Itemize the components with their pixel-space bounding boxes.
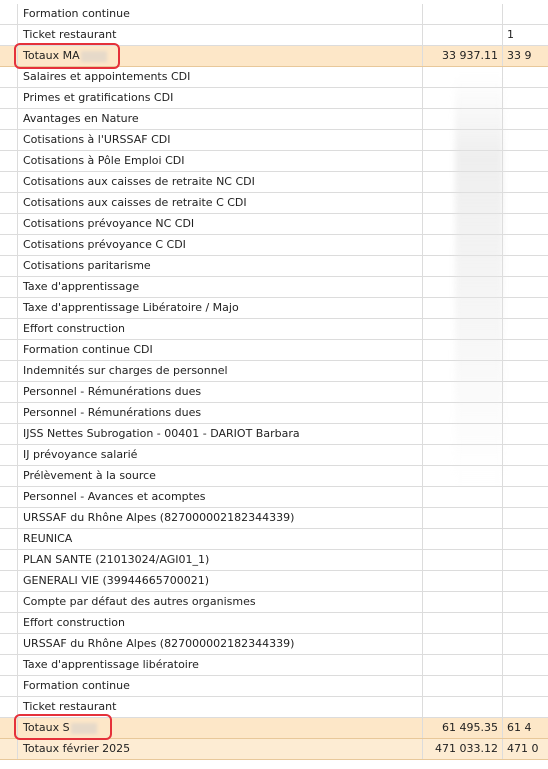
row-value-2: 1 bbox=[507, 28, 514, 41]
row-label-text: Taxe d'apprentissage libératoire bbox=[23, 658, 199, 671]
row-label bbox=[18, 235, 423, 255]
redacted-text bbox=[81, 51, 107, 62]
row-gutter bbox=[0, 676, 18, 696]
row-label-text: Totaux MA bbox=[23, 49, 80, 62]
row-value-2 bbox=[503, 256, 548, 276]
row-value-2 bbox=[503, 130, 548, 150]
row-label-text: Formation continue bbox=[23, 7, 130, 20]
row-label-text: Cotisations prévoyance C CDI bbox=[23, 238, 186, 251]
row-gutter bbox=[0, 277, 18, 297]
table-row[interactable] bbox=[0, 256, 548, 277]
row-value-1 bbox=[423, 67, 503, 87]
row-label-text: Formation continue CDI bbox=[23, 343, 153, 356]
row-value-1 bbox=[423, 634, 503, 654]
row-value-2 bbox=[503, 529, 548, 549]
row-label-text: Formation continue bbox=[23, 679, 130, 692]
table-row[interactable] bbox=[0, 25, 548, 46]
row-value-1 bbox=[423, 424, 503, 444]
row-value-1 bbox=[423, 151, 503, 171]
row-label-text: Taxe d'apprentissage Libératoire / Majo bbox=[23, 301, 239, 314]
row-label-text: Ticket restaurant bbox=[23, 700, 117, 713]
row-label bbox=[18, 718, 423, 738]
row-label bbox=[18, 151, 423, 171]
row-label-text: Prélèvement à la source bbox=[23, 469, 156, 482]
row-label bbox=[18, 508, 423, 528]
row-gutter bbox=[0, 172, 18, 192]
row-label bbox=[18, 88, 423, 108]
row-label bbox=[18, 4, 423, 24]
row-gutter bbox=[0, 529, 18, 549]
table-row[interactable] bbox=[0, 550, 548, 571]
table-row[interactable] bbox=[0, 676, 548, 697]
row-gutter bbox=[0, 214, 18, 234]
row-label bbox=[18, 634, 423, 654]
row-value-2 bbox=[503, 193, 548, 213]
row-value-2 bbox=[503, 109, 548, 129]
row-label-text: Ticket restaurant bbox=[23, 28, 117, 41]
table-row[interactable] bbox=[0, 424, 548, 445]
row-label bbox=[18, 25, 423, 45]
row-value-2 bbox=[503, 298, 548, 318]
table-row[interactable] bbox=[0, 613, 548, 634]
row-value-2 bbox=[503, 424, 548, 444]
row-gutter bbox=[0, 67, 18, 87]
row-label-text: Indemnités sur charges de personnel bbox=[23, 364, 228, 377]
row-label-text: Salaires et appointements CDI bbox=[23, 70, 191, 83]
table-row[interactable] bbox=[0, 634, 548, 655]
row-value-2 bbox=[503, 277, 548, 297]
row-value-1 bbox=[423, 256, 503, 276]
row-label bbox=[18, 298, 423, 318]
table-row[interactable] bbox=[0, 466, 548, 487]
row-value-1 bbox=[423, 277, 503, 297]
row-value-1 bbox=[423, 235, 503, 255]
row-value-1 bbox=[423, 550, 503, 570]
row-value-2 bbox=[503, 550, 548, 570]
row-label-text: Cotisations paritarisme bbox=[23, 259, 151, 272]
row-value-2 bbox=[503, 634, 548, 654]
row-value-2 bbox=[503, 445, 548, 465]
table-row[interactable] bbox=[0, 571, 548, 592]
row-gutter bbox=[0, 466, 18, 486]
table-row[interactable] bbox=[0, 4, 548, 25]
row-label-text: Effort construction bbox=[23, 322, 125, 335]
row-value-1 bbox=[423, 109, 503, 129]
table-row[interactable] bbox=[0, 88, 548, 109]
row-label bbox=[18, 466, 423, 486]
row-gutter bbox=[0, 151, 18, 171]
row-value-1 bbox=[423, 382, 503, 402]
row-value-2: 61 4 bbox=[507, 721, 532, 734]
redacted-text bbox=[71, 723, 97, 734]
table-row[interactable] bbox=[0, 193, 548, 214]
table-row[interactable] bbox=[0, 172, 548, 193]
row-value-1 bbox=[423, 697, 503, 717]
row-gutter bbox=[0, 634, 18, 654]
row-label bbox=[18, 613, 423, 633]
row-value-1 bbox=[423, 340, 503, 360]
row-label bbox=[18, 487, 423, 507]
row-label-text: IJ prévoyance salarié bbox=[23, 448, 138, 461]
row-value-1 bbox=[423, 130, 503, 150]
row-gutter bbox=[0, 130, 18, 150]
row-value-1 bbox=[423, 403, 503, 423]
row-label bbox=[18, 46, 423, 66]
row-value-2 bbox=[503, 88, 548, 108]
row-gutter bbox=[0, 46, 18, 66]
row-value-2 bbox=[503, 508, 548, 528]
row-label-text: Totaux S bbox=[23, 721, 70, 734]
row-gutter bbox=[0, 571, 18, 591]
row-label bbox=[18, 277, 423, 297]
row-gutter bbox=[0, 4, 18, 24]
row-value-1 bbox=[423, 592, 503, 612]
row-value-2 bbox=[503, 466, 548, 486]
row-gutter bbox=[0, 739, 18, 759]
table-row[interactable] bbox=[0, 445, 548, 466]
total-row[interactable] bbox=[0, 739, 548, 760]
row-value-1 bbox=[423, 319, 503, 339]
row-value-1 bbox=[423, 172, 503, 192]
row-value-2 bbox=[503, 151, 548, 171]
row-value-2 bbox=[503, 655, 548, 675]
row-value-1 bbox=[423, 487, 503, 507]
table-row[interactable] bbox=[0, 382, 548, 403]
table-row[interactable] bbox=[0, 214, 548, 235]
table-row[interactable] bbox=[0, 697, 548, 718]
row-value-2 bbox=[503, 676, 548, 696]
row-gutter bbox=[0, 697, 18, 717]
row-value-2 bbox=[503, 235, 548, 255]
row-value-1 bbox=[423, 445, 503, 465]
table-row[interactable] bbox=[0, 592, 548, 613]
row-gutter bbox=[0, 403, 18, 423]
row-value-2 bbox=[503, 592, 548, 612]
row-value-2 bbox=[503, 382, 548, 402]
row-label bbox=[18, 592, 423, 612]
row-value-1: 33 937.11 bbox=[423, 46, 503, 66]
row-value-2 bbox=[503, 697, 548, 717]
row-label-text: Primes et gratifications CDI bbox=[23, 91, 174, 104]
row-gutter bbox=[0, 235, 18, 255]
table-row[interactable] bbox=[0, 508, 548, 529]
row-label bbox=[18, 214, 423, 234]
row-label bbox=[18, 739, 423, 759]
row-label bbox=[18, 424, 423, 444]
row-value-2 bbox=[503, 172, 548, 192]
row-label-text: Cotisations prévoyance NC CDI bbox=[23, 217, 195, 230]
row-label bbox=[18, 109, 423, 129]
row-value-1 bbox=[423, 466, 503, 486]
row-value-1 bbox=[423, 88, 503, 108]
row-label-text: IJSS Nettes Subrogation - 00401 - DARIOT Barbara bbox=[23, 427, 300, 440]
row-value-1 bbox=[423, 508, 503, 528]
row-label bbox=[18, 676, 423, 696]
row-label-text: GENERALI VIE (39944665700021) bbox=[23, 574, 210, 587]
row-value-2 bbox=[503, 319, 548, 339]
row-label bbox=[18, 529, 423, 549]
row-value-2 bbox=[503, 571, 548, 591]
row-gutter bbox=[0, 319, 18, 339]
row-label bbox=[18, 697, 423, 717]
row-label-text: Compte par défaut des autres organismes bbox=[23, 595, 256, 608]
row-gutter bbox=[0, 550, 18, 570]
table-row[interactable] bbox=[0, 151, 548, 172]
row-label-text: URSSAF du Rhône Alpes (827000002182344339) bbox=[23, 511, 295, 524]
row-gutter bbox=[0, 655, 18, 675]
row-label bbox=[18, 445, 423, 465]
table-row[interactable] bbox=[0, 655, 548, 676]
row-value-1 bbox=[423, 25, 503, 45]
row-label-text: Avantages en Nature bbox=[23, 112, 139, 125]
row-gutter bbox=[0, 88, 18, 108]
table-row[interactable] bbox=[0, 319, 548, 340]
table-row[interactable] bbox=[0, 277, 548, 298]
row-value-1: 61 495.35 bbox=[423, 718, 503, 738]
row-value-2 bbox=[503, 403, 548, 423]
row-value-1 bbox=[423, 655, 503, 675]
table-row[interactable] bbox=[0, 235, 548, 256]
row-value-2: 33 9 bbox=[507, 49, 532, 62]
row-label-text: PLAN SANTE (21013024/AGI01_1) bbox=[23, 553, 210, 566]
row-label bbox=[18, 319, 423, 339]
row-value-1 bbox=[423, 193, 503, 213]
row-value-1 bbox=[423, 613, 503, 633]
row-label-text: Personnel - Rémunérations dues bbox=[23, 406, 202, 419]
table-row[interactable] bbox=[0, 403, 548, 424]
row-gutter bbox=[0, 487, 18, 507]
row-gutter bbox=[0, 424, 18, 444]
row-label bbox=[18, 655, 423, 675]
row-value-1 bbox=[423, 529, 503, 549]
total-row[interactable] bbox=[0, 718, 548, 739]
row-value-2 bbox=[503, 214, 548, 234]
row-gutter bbox=[0, 382, 18, 402]
row-label-text: REUNICA bbox=[23, 532, 73, 545]
row-value-1 bbox=[423, 571, 503, 591]
row-value-1: 471 033.12 bbox=[423, 739, 503, 759]
row-label bbox=[18, 172, 423, 192]
row-value-1 bbox=[423, 4, 503, 24]
row-label bbox=[18, 340, 423, 360]
row-gutter bbox=[0, 445, 18, 465]
row-label bbox=[18, 256, 423, 276]
row-label bbox=[18, 382, 423, 402]
total-row[interactable] bbox=[0, 46, 548, 67]
table-row[interactable] bbox=[0, 487, 548, 508]
row-value-1 bbox=[423, 214, 503, 234]
row-value-2 bbox=[503, 613, 548, 633]
row-gutter bbox=[0, 613, 18, 633]
row-label bbox=[18, 193, 423, 213]
row-label-text: Totaux février 2025 bbox=[23, 742, 131, 755]
row-gutter bbox=[0, 361, 18, 381]
table-row[interactable] bbox=[0, 130, 548, 151]
row-label-text: Personnel - Avances et acomptes bbox=[23, 490, 206, 503]
row-label-text: Cotisations aux caisses de retraite C CDI bbox=[23, 196, 247, 209]
row-gutter bbox=[0, 25, 18, 45]
row-label-text: Taxe d'apprentissage bbox=[23, 280, 140, 293]
row-value-1 bbox=[423, 298, 503, 318]
row-value-2 bbox=[503, 4, 548, 24]
row-gutter bbox=[0, 109, 18, 129]
row-label-text: Cotisations à l'URSSAF CDI bbox=[23, 133, 171, 146]
row-gutter bbox=[0, 508, 18, 528]
row-label bbox=[18, 403, 423, 423]
row-value-2 bbox=[503, 487, 548, 507]
row-label-text: Personnel - Rémunérations dues bbox=[23, 385, 202, 398]
table-row[interactable] bbox=[0, 361, 548, 382]
row-label-text: Effort construction bbox=[23, 616, 125, 629]
row-value-2 bbox=[503, 67, 548, 87]
table-row[interactable] bbox=[0, 298, 548, 319]
row-value-2 bbox=[503, 361, 548, 381]
row-label bbox=[18, 571, 423, 591]
table-row[interactable] bbox=[0, 340, 548, 361]
row-value-2 bbox=[503, 340, 548, 360]
row-value-1 bbox=[423, 361, 503, 381]
row-gutter bbox=[0, 340, 18, 360]
row-label bbox=[18, 361, 423, 381]
table-row[interactable] bbox=[0, 109, 548, 130]
row-value-2: 471 0 bbox=[507, 742, 539, 755]
row-gutter bbox=[0, 298, 18, 318]
table-row[interactable] bbox=[0, 529, 548, 550]
row-label bbox=[18, 130, 423, 150]
row-label-text: URSSAF du Rhône Alpes (827000002182344339) bbox=[23, 637, 295, 650]
row-label bbox=[18, 67, 423, 87]
row-gutter bbox=[0, 256, 18, 276]
row-gutter bbox=[0, 592, 18, 612]
row-label-text: Cotisations aux caisses de retraite NC CDI bbox=[23, 175, 255, 188]
row-gutter bbox=[0, 718, 18, 738]
table-row[interactable] bbox=[0, 67, 548, 88]
row-value-1 bbox=[423, 676, 503, 696]
row-label-text: Cotisations à Pôle Emploi CDI bbox=[23, 154, 185, 167]
row-label bbox=[18, 550, 423, 570]
row-gutter bbox=[0, 193, 18, 213]
